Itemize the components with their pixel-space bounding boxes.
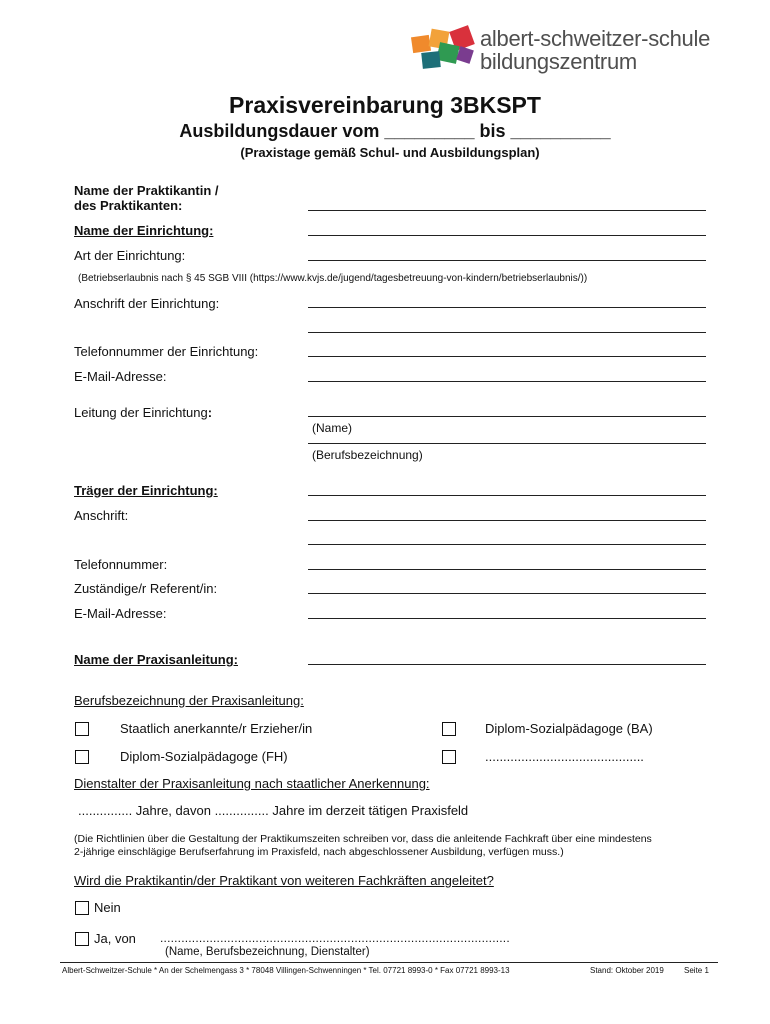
- label-leitung-colon: :: [207, 405, 213, 420]
- option-ja-label: Ja, von: [94, 931, 136, 946]
- footer-page: Seite 1: [684, 966, 709, 975]
- option-sozialpaedagoge-fh-label: Diplom-Sozialpädagoge (FH): [120, 749, 288, 764]
- field-line-leitung-name[interactable]: [308, 416, 706, 417]
- label-art-einrichtung: Art der Einrichtung:: [74, 248, 186, 263]
- hint-berufsbezeichnung: (Berufsbezeichnung): [312, 448, 423, 462]
- label-name-einrichtung: Name der Einrichtung:: [74, 223, 214, 238]
- label-praxisanleitung: Name der Praxisanleitung:: [74, 652, 238, 667]
- logo-text-line2: bildungszentrum: [480, 49, 637, 74]
- field-line-telefon[interactable]: [308, 356, 706, 357]
- checkbox-erzieher[interactable]: [75, 722, 89, 736]
- footer-divider: [60, 962, 718, 963]
- weitere-heading: Wird die Praktikantin/der Praktikant von weiteren Fachkräften angeleitet?: [74, 873, 494, 888]
- field-line-traeger-anschrift-2[interactable]: [308, 544, 706, 545]
- logo-mark-icon: [408, 22, 488, 72]
- field-line-art[interactable]: [308, 260, 706, 261]
- document-subtitle: Ausbildungsdauer vom _________ bis __________: [179, 121, 611, 141]
- label-email-traeger: E-Mail-Adresse:: [74, 606, 167, 621]
- option-erzieher-label: Staatlich anerkannte/r Erzieher/in: [120, 721, 313, 736]
- label-email-einrichtung: E-Mail-Adresse:: [74, 369, 167, 384]
- hint-name: (Name): [312, 421, 353, 435]
- ja-dots-field[interactable]: ...................................................................................................: [160, 931, 510, 945]
- field-line-einrichtung[interactable]: [308, 235, 706, 236]
- field-line-traeger-email[interactable]: [308, 618, 706, 619]
- school-logo: [408, 22, 488, 72]
- field-line-email[interactable]: [308, 381, 706, 382]
- footer-address: Albert-Schweitzer-Schule * An der Schelmengass 3 * 78048 Villingen-Schwenningen * Tel. 07721 8993-0 * Fax 07721 8993-13: [62, 966, 510, 975]
- field-line-anschrift-1[interactable]: [308, 307, 706, 308]
- field-line-leitung-beruf[interactable]: [308, 443, 706, 444]
- checkbox-nein[interactable]: [75, 901, 89, 915]
- field-line-referent[interactable]: [308, 593, 706, 594]
- field-line-traeger[interactable]: [308, 495, 706, 496]
- dienstalter-note-1: (Die Richtlinien über die Gestaltung der Praktikumszeiten schreiben vor, dass die anleitende Fachkraft über eine mindestens: [74, 833, 652, 845]
- berufsbezeichnung-heading: Berufsbezeichnung der Praxisanleitung:: [74, 693, 304, 708]
- label-name-praktikantin-2: des Praktikanten:: [74, 198, 183, 213]
- option-nein-label: Nein: [94, 900, 121, 915]
- dienstalter-note-2: 2-jährige einschlägige Berufserfahrung im Praxisfeld, nach abgeschlossener Ausbildung, verfügen muss.): [74, 846, 564, 858]
- label-telefon-traeger: Telefonnummer:: [74, 557, 168, 572]
- label-leitung-text: Leitung der Einrichtung: [74, 405, 208, 420]
- document-subtitle-note: (Praxistage gemäß Schul- und Ausbildungsplan): [240, 145, 540, 160]
- ja-hint: (Name, Berufsbezeichnung, Dienstalter): [165, 946, 370, 958]
- field-line-praktikantin[interactable]: [308, 210, 706, 211]
- checkbox-sonstige[interactable]: [442, 750, 456, 764]
- label-traeger: Träger der Einrichtung:: [74, 483, 218, 498]
- checkbox-ja[interactable]: [75, 932, 89, 946]
- field-line-traeger-anschrift-1[interactable]: [308, 520, 706, 521]
- dienstalter-heading: Dienstalter der Praxisanleitung nach staatlicher Anerkennung:: [74, 776, 430, 791]
- field-line-anschrift-2[interactable]: [308, 332, 706, 333]
- betriebserlaubnis-note: (Betriebserlaubnis nach § 45 SGB VIII (https://www.kvjs.de/jugend/tagesbetreuung-von-kindern/betriebserlaubnis/)): [78, 273, 588, 284]
- footer-stand: Stand: Oktober 2019: [590, 966, 664, 975]
- checkbox-sozialpaedagoge-fh[interactable]: [75, 750, 89, 764]
- logo-text-line1: albert-schweitzer-schule: [480, 26, 710, 51]
- document-title: Praxisvereinbarung 3BKSPT: [229, 92, 541, 118]
- dienstalter-text[interactable]: ............... Jahre, davon ............... Jahre im derzeit tätigen Praxisfeld: [78, 803, 469, 818]
- label-anschrift-traeger: Anschrift:: [74, 508, 129, 523]
- field-line-traeger-telefon[interactable]: [308, 569, 706, 570]
- field-line-praxisanleitung[interactable]: [308, 664, 706, 665]
- label-name-praktikantin-1: Name der Praktikantin /: [74, 183, 219, 198]
- label-referent: Zuständige/r Referent/in:: [74, 581, 218, 596]
- option-sonstige-dots[interactable]: ............................................: [485, 749, 644, 764]
- option-sozialpaedagoge-ba-label: Diplom-Sozialpädagoge (BA): [485, 721, 653, 736]
- checkbox-sozialpaedagoge-ba[interactable]: [442, 722, 456, 736]
- label-anschrift-einrichtung: Anschrift der Einrichtung:: [74, 296, 220, 311]
- label-telefon-einrichtung: Telefonnummer der Einrichtung:: [74, 344, 259, 359]
- label-leitung-einrichtung: [74, 405, 212, 420]
